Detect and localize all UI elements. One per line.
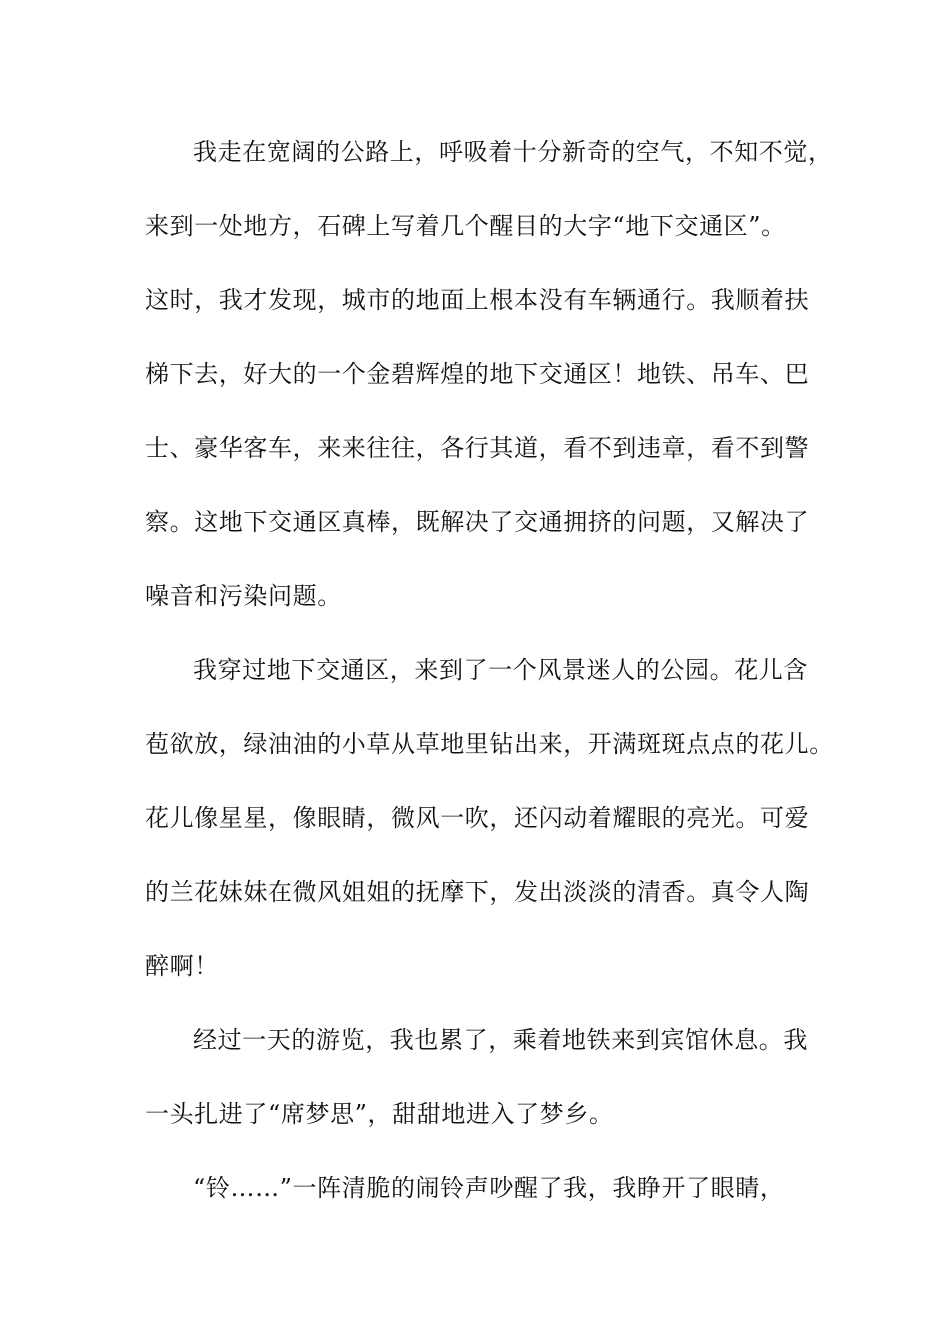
text-line: 一头扎进了“席梦思”，甜甜地进入了梦乡。 — [145, 1100, 614, 1128]
text-line: “铃……”一阵清脆的闹铃声吵醒了我，我睁开了眼睛， — [193, 1174, 785, 1202]
text-line: 来到一处地方，石碑上写着几个醒目的大字“地下交通区”。 — [145, 212, 786, 240]
text-line: 苞欲放，绿油油的小草从草地里钻出来，开满斑斑点点的花儿。 — [145, 730, 834, 758]
text-line: 噪音和污染问题。 — [145, 582, 342, 610]
text-line: 醉啊！ — [145, 952, 219, 980]
text-line: 士、豪华客车，来来往往，各行其道，看不到违章，看不到警 — [145, 434, 810, 462]
text-line: 经过一天的游览，我也累了，乘着地铁来到宾馆休息。我 — [193, 1026, 808, 1054]
text-line: 我走在宽阔的公路上，呼吸着十分新奇的空气，不知不觉， — [193, 138, 833, 166]
text-line: 梯下去，好大的一个金碧辉煌的地下交通区！地铁、吊车、巴 — [145, 360, 810, 388]
text-line: 我穿过地下交通区，来到了一个风景迷人的公园。花儿含 — [193, 656, 808, 684]
text-line: 这时，我才发现，城市的地面上根本没有车辆通行。我顺着扶 — [145, 286, 810, 314]
text-line: 察。这地下交通区真棒，既解决了交通拥挤的问题，又解决了 — [145, 508, 810, 536]
text-line: 的兰花妹妹在微风姐姐的抚摩下，发出淡淡的清香。真令人陶 — [145, 878, 810, 906]
text-line: 花儿像星星，像眼睛，微风一吹，还闪动着耀眼的亮光。可爱 — [145, 804, 810, 832]
